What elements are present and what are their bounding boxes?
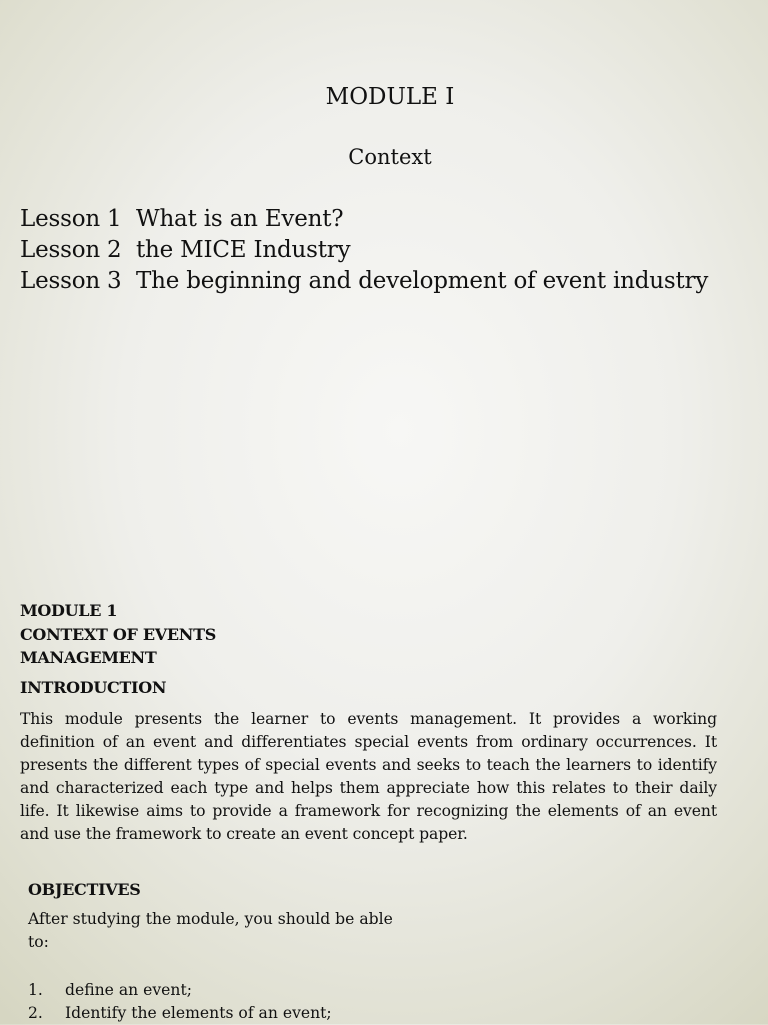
lesson-item [20, 206, 343, 232]
lesson-item [20, 237, 350, 263]
section-heading-line: CONTEXT OF EVENTS [20, 624, 216, 644]
module-title: MODULE I [325, 84, 455, 110]
lesson-number: Lesson 3 [20, 268, 122, 294]
section-heading [20, 599, 216, 670]
lesson-title: What is an Event? [136, 206, 344, 232]
objective-text: define an event; [65, 981, 192, 999]
objectives-heading: OBJECTIVES [28, 880, 141, 899]
objective-item [28, 979, 192, 1002]
introduction-paragraph: This module presents the learner to events management. It provides a working definition of an event and differentiates special events from ordinary occurrences. It presents the different types of special events and seeks to teach the learners to identify and characterized each type and helps them appreciate how this relates to their daily life. It likewise aims to provide a framework for recognizing the elements of an event and use the framework to create an event concept paper. [20, 710, 717, 843]
objective-number: 2. [28, 1004, 43, 1022]
objectives-intro: After studying the module, you should be able to: [28, 910, 393, 951]
objective-item [28, 1002, 332, 1025]
introduction-heading: INTRODUCTION [20, 678, 167, 697]
lesson-title: The beginning and development of event industry [136, 268, 709, 294]
module-subtitle: Context [348, 145, 432, 169]
lesson-number: Lesson 1 [20, 206, 122, 232]
section-heading-line: MANAGEMENT [20, 648, 157, 667]
section-heading-line: MODULE 1 [20, 601, 118, 620]
lesson-number: Lesson 2 [20, 237, 122, 263]
lesson-title: the MICE Industry [136, 237, 351, 263]
lesson-item [20, 268, 708, 294]
objective-number: 1. [28, 981, 43, 999]
objective-text: Identify the elements of an event; [65, 1004, 332, 1022]
